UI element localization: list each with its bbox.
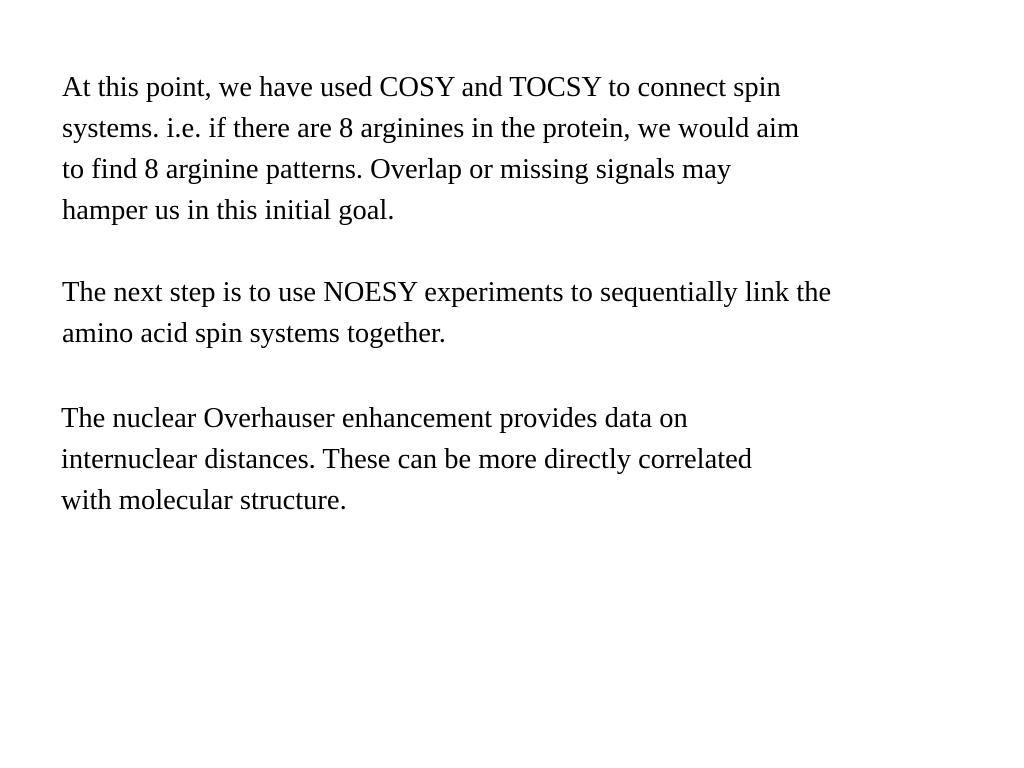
text-line: The nuclear Overhauser enhancement provides data on	[61, 403, 688, 434]
text-line: to find 8 arginine patterns. Overlap or missing signals may	[62, 154, 732, 185]
text-line: hamper us in this initial goal.	[62, 195, 395, 226]
paragraph-noe	[61, 398, 752, 521]
text-line: amino acid spin systems together.	[62, 318, 446, 349]
text-line: The next step is to use NOESY experiments to sequentially link the	[62, 277, 832, 308]
text-line: internuclear distances. These can be more directly correlated	[61, 444, 753, 475]
paragraph-cosy-tocsy	[62, 67, 799, 231]
text-line: At this point, we have used COSY and TOCSY to connect spin	[62, 72, 781, 103]
paragraph-noesy	[62, 272, 831, 354]
text-line: with molecular structure.	[61, 485, 347, 516]
text-line: systems. i.e. if there are 8 arginines in the protein, we would aim	[62, 113, 800, 144]
